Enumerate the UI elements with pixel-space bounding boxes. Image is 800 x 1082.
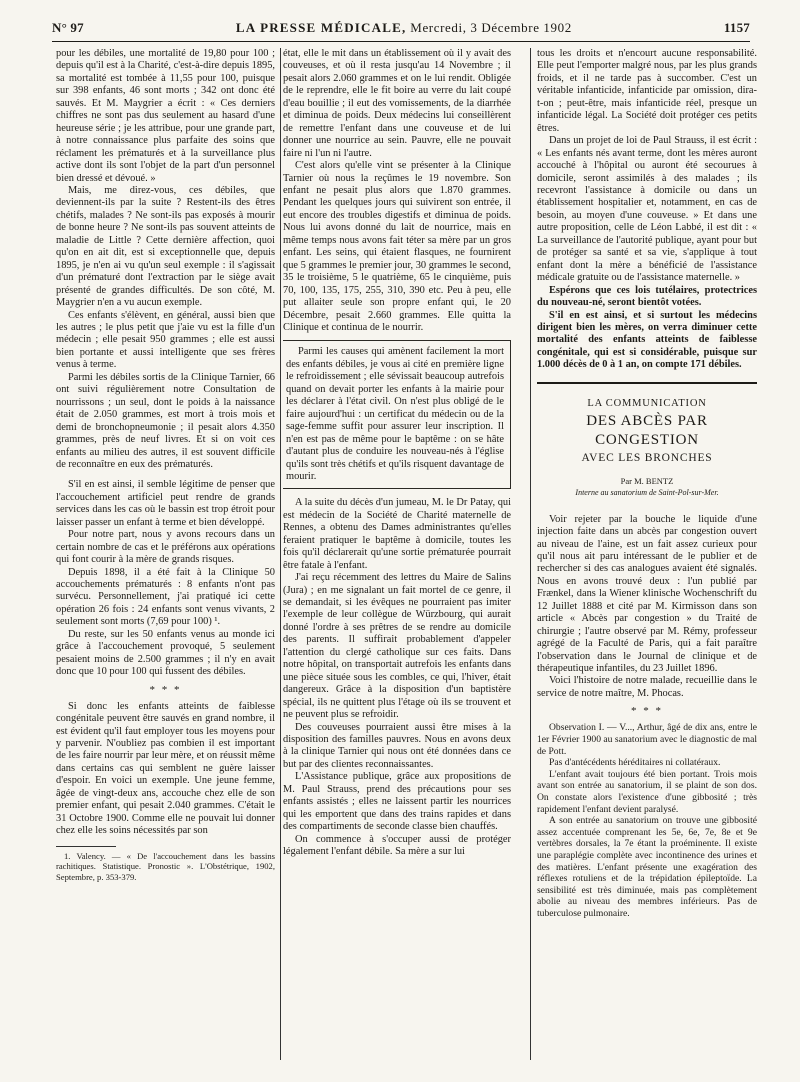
paragraph: Pour notre part, nous y avons recours dans un certain nombre de cas et le préférons aux opérations qui font courir à la mère de grands risques. (56, 529, 275, 566)
paragraph: tous les droits et n'encourt aucune responsabilité. Elle peut l'emporter malgré nous, par les plus grands froids, et il ne tarde pas à succomber. C'est un véritable infanticide, infanticide par omission, dira-t-on ; peut-être, mais infanticide réel, presque un infanticide légal. La Société doit protéger ces petits êtres. (537, 48, 757, 134)
paragraph: A la suite du décès d'un jumeau, M. le Dr Patay, qui est médecin de la Société de Charité maternelle de Rennes, a obtenu des Dames administrantes qu'elles feraient pratiquer le baptême à domicile, toutes les fois qu'il déclarerait qu'une sortie prématurée pourrait être fatale à l'enfant. (283, 497, 511, 571)
column-middle (283, 48, 511, 1068)
article-title: DES ABCÈS PAR CONGESTION (586, 413, 708, 449)
observation-paragraph: Pas d'antécédents héréditaires ni collatéraux. (549, 757, 721, 769)
paragraph: C'est alors qu'elle vint se présenter à la Clinique Tarnier où nous la reçûmes le 19 novembre. Son enfant ne pesait plus alors que 1.870 grammes. Pendant les quelques jours qui suivirent son entrée, il eut encore des troubles digestifs et diminua de poids. Nous lui avons donné du lait de nourrice, mais en même temps nous avons fait téter sa mère par un gros enfant. Les seins, qui étaient flasques, ne fournirent que 5 grammes le premier jour, 30 grammes le second, 35 le troisième, 5 le quatrième, 65 le cinquième, puis 70, 100, 135, 175, 255, 310, 390 etc. Peu à peu, elle put allaiter seule son propre enfant qui, le 20 Décembre, pesait 2.660 grammes. Elle quitta la Clinique et continua de le nourrir. (283, 160, 511, 333)
paragraph: Dans un projet de loi de Paul Strauss, il est écrit : « Les enfants nés avant terme, dont les mères auront accouché à l'hôpital ou auront été secourues à domicile, seront assimilés à des malades ; ils recevront l'assistance à domicile ou dans un établissement hospitalier et, notamment, en cas de besoin, au moyen d'une couveuse. » Et dans une autre proposition, celle de Léon Labbé, il est dit : « La surveillance de l'autorité publique, ayant pour but de protéger sa santé et sa vie, s'applique à tout enfant dont la mère a bénéficié de l'assistance médicale gratuite ou de l'assistance maternelle. » (537, 135, 757, 284)
masthead (236, 20, 572, 36)
column-divider (530, 48, 531, 1060)
paragraph: Des couveuses pourraient aussi être mises à la disposition des familles pauvres. Nous en avons deux à la clinique Tarnier qui nous ont été données dans ce but par des clientes reconnaissantes. (283, 721, 511, 770)
paragraph: Ces enfants s'élèvent, en général, aussi bien que les autres ; le plus petit que j'aie vu est la fille d'un médecin ; elle pesait 950 grammes ; elle est aussi bien portante et aussi intelligente que ses frères venus à terme. (56, 309, 275, 371)
paragraph: Mais, me direz-vous, ces débiles, que deviennent-ils par la suite ? Restent-ils des êtres chétifs, malades ? Ne sont-ils pas exposés à mourir de bonne heure ? Ne sont-ils pas souvent atteints de maladie de Little ? Cette dernière affection, quoi qu'on en ait dit, est si exceptionnelle que, depuis 1895, je n'en ai vu qu'un seul exemple : il s'agissait d'un prématuré dont l'extraction par le siège avait présenté de grandes difficultés. De son côté, M. Maygrier n'en a vu aucun exemple. (56, 184, 275, 309)
column-divider (280, 48, 281, 1060)
paragraph: Du reste, sur les 50 enfants venus au monde ici grâce à l'accouchement provoqué, 5 seulement pesaient moins de 2.500 grammes ; il n'y en avait donc que 10 pour 100 qui fussent des débiles. (56, 628, 275, 678)
issue-date: Mercredi, 3 Décembre 1902 (410, 20, 572, 35)
paragraph: Parmi les débiles sortis de la Clinique Tarnier, 66 ont suivi régulièrement notre Consultation de nourrissons ; un seul, dont le poids à la naissance était de 2.050 grammes, est mort à trois mois et demi de bronchopneumonie ; il pesait alors 4.350 grammes, près de neuf livres. Et si on voit ces enfants au milieu des autres, il est souvent difficile de reconnaître en eux des prématurés. (56, 371, 275, 470)
boxed-paragraph (283, 340, 511, 489)
observation-paragraph: Observation I. — V..., Arthur, âgé de dix ans, entre le 1er Février 1900 au sanatorium avec le diagnostic de mal de Pott. (537, 722, 757, 757)
article-subtitle: AVEC LES BRONCHES (581, 452, 713, 465)
issue-number: N° 97 (52, 20, 84, 35)
paragraph: Si donc les enfants atteints de faiblesse congénitale peuvent être sauvés en grand nombre, il est évident qu'il faut employer tous les moyens pour y parvenir. N'oubliez pas combien il est important de les faire nourrir par leur mère, et on réussit même dans certains cas qui semblent ne guère laisser d'espoir. En voici un exemple. Une jeune femme, âgée de vingt-deux ans, accouche chez elle de son premier enfant, qui pesait 2.040 grammes. C'était le 31 Octobre 1900. Comme elle ne pouvait lui donner chez elle les soins nécessités par son (56, 700, 275, 837)
footnote-rule (56, 846, 116, 847)
column-left (56, 48, 275, 1068)
section-separator: * * * (631, 705, 663, 718)
paragraph: Espérons que ces lois tutélaires, protectrices du nouveau-né, seront bientôt votées. (537, 284, 757, 309)
paragraph: Voir rejeter par la bouche le liquide d'une injection faite dans un abcès par congestion ouvert au niveau de l'aine, est un fait assez curieux pour qu'il nous ait paru intéressant de le publier et de rechercher si des cas analogues avaient été signalés. Nous en avons trouvé deux : l'un publié par Frænkel, dans la Wiener klinische Wochenschrift du 12 Juillet 1888 et cité par M. Kirmisson dans son article « Abcès par congestion » du Traité de chirurgie ; l'autre observé par M. Rémy, professeur agrégé de la Faculté de Paris, qui a fait paraître l'observation dans le Journal de clinique et de thérapeutique infantiles, du 23 Juillet 1896. (537, 513, 757, 675)
running-header (52, 18, 750, 38)
paragraph: S'il en est ainsi, il semble légitime de penser que l'accouchement artificiel peut rendre de grands services dans les cas où le bassin est trop étroit pour laisser passer un enfant à terme et bien développé. (56, 479, 275, 528)
column-right (537, 48, 757, 1068)
paragraph: Voici l'histoire de notre malade, recueillie dans le service de notre maître, M. Phocas. (537, 675, 757, 699)
footnote: 1. Valency. — « De l'accouchement dans les bassins rachitiques. Statistique. Pronostic ». L'Obstétrique, 1902, Septembre, p. 353-379. (56, 850, 275, 882)
author-affiliation: Interne au sanatorium de Saint-Pol-sur-Mer. (575, 488, 719, 498)
article-byline: Par M. BENTZ (620, 475, 674, 486)
paragraph: On commence à s'occuper aussi de protéger légalement l'enfant débile. Sa mère a sur lui (283, 833, 511, 858)
paragraph: Depuis 1898, il a été fait à la Clinique 50 accouchements prématurés : 8 enfants n'ont pas survécu. Personnellement, j'ai pratiqué ici cette opération 26 fois : 24 enfants sont venus vivants, 2 seulement sont morts (7,69 pour 100) ¹. (56, 566, 275, 628)
paragraph: état, elle le mit dans un établissement où il y avait des couveuses, et où il resta jusqu'au 14 Novembre ; il pesait alors 2.060 grammes et on le lui rendit. Obligée de le reprendre, elle le fit boire au verre du lait coupé d'eau bouillie ; il eut des vomissements, de la diarrhée et diminua de poids. Deux médecins lui conseillèrent de remettre l'enfant dans une couveuse et de lui donner une nourrice au sein. Pauvre, elle ne pouvait faire ni l'un ni l'autre. (283, 48, 511, 159)
section-rule (537, 382, 757, 384)
paragraph: pour les débiles, une mortalité de 19,80 pour 100 ; depuis qu'il est à la Charité, c'est-à-dire depuis 1895, sa mortalité est tombée à 11,55 pour 100, puisque sur 398 enfants, 46 sont morts ; 342 ont donc été sauvés. Et M. Maygrier a écrit : « Ces derniers chiffres ne sont pas dus seulement au hasard d'une heureuse série ; je les attribue, pour une grande part, à notre connaissance plus parfaite des soins que réclament les prématurés et à la surveillance plus active dont ils sont l'objet de la part d'un personnel bien dressé et dévoué. » (56, 48, 275, 184)
paragraph: L'Assistance publique, grâce aux propositions de M. Paul Strauss, prend des précautions pour ses enfants assistés ; elles ne laissent partir les nourrices qui les emportent que dans des trains rapides et dans des compartiments de seconde classe bien chauffés. (283, 771, 511, 833)
paragraph: Parmi les causes qui amènent facilement la mort des enfants débiles, je vous ai cité en première ligne le refroidissement ; elle sévissait beaucoup autrefois quand on devait porter les enfants à la mairie pour les déclarer à l'état civil. On n'est plus obligé de le faire aujourd'hui : un certificat du médecin ou de la sage-femme suffit pour assurer leur inscription. Il n'en est pas de même pour le baptême : on se hâte d'autant plus de conduire les nouveau-nés à l'église qu'ils sont très chétifs et qu'ils risquent davantage de mourir. (286, 346, 504, 482)
article-kicker: LA COMMUNICATION (587, 397, 707, 409)
section-separator: * * * (149, 683, 182, 696)
paragraph: J'ai reçu récemment des lettres du Maire de Salins (Jura) ; en me signalant un fait mortel de ce genre, il se demandait, si les évêques ne pourraient pas imiter l'exemple de leur collègue de Würzbourg, qui aurait donné l'ordre à ses prêtres de se rendre au domicile des parents. Il suffirait probablement d'appeler l'attention du clergé catholique sur ces faits. Dans notre hôpital, on transportait autrefois les enfants dans une pièce située sous les combles, ce qui, l'hiver, était dangereux. Grâce à la disposition d'un baptistère spécial, ils ne quittent plus l'étage où ils se trouvent et ne peuvent plus se refroidir. (283, 572, 511, 721)
header-rule (52, 41, 750, 42)
page-number: 1157 (723, 20, 750, 35)
observation-paragraph: A son entrée au sanatorium on trouve une gibbosité assez accentuée comprenant les 5e, 6e, 7e, 8e et 9e vertèbres dorsales, la 7e étant la proéminente. Il existe une paraplégie complète avec incontinence des urines et des matières. L'enfant présente une exagération des réflexes rotuliens et de la trépidation épileptoïde. La sensibilité est très diminuée, mais pas complètement abolie au niveau des membres inférieurs. Pas de tuberculose pulmonaire. (537, 815, 757, 919)
paragraph: S'il en est ainsi, et si surtout les médecins dirigent bien les mères, on verra diminuer cette mortalité des enfants atteints de faiblesse congénitale, qui est si considérable, puisque sur 1.000 décès de 0 à 1 an, on compte 171 débiles. (537, 309, 757, 371)
journal-name: LA PRESSE MÉDICALE, (235, 20, 407, 35)
observation-paragraph: L'enfant avait toujours été bien portant. Trois mois avant son entrée au sanatorium, il se plaint de son dos. On constate alors l'existence d'une gibbosité ; très rapidement l'enfant devient paralysé. (537, 768, 757, 815)
